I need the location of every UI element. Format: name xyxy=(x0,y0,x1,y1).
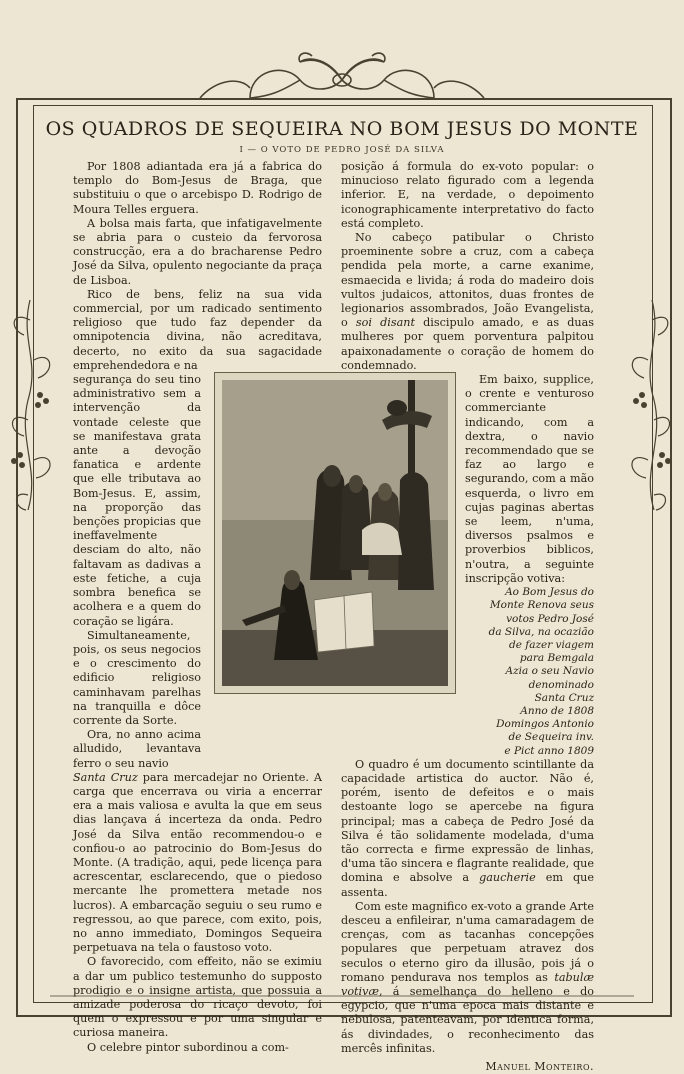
paragraph: Rico de bens, feliz na sua vida commercial, por um radicado sentimento religioso que tudo faz depender da omnipotencia divina, não acreditava, decerto, no exito da sua sagacidade emprehendedora e na xyxy=(73,287,322,372)
paragraph: A bolsa mais farta, que infatigavelmente se abria para o custeio da fervorosa construcção, era a do bracharense Pedro José da Silva, opulento negociante da praça de Lisboa. xyxy=(73,216,322,287)
inscription-line: Domingos Antonio xyxy=(496,718,594,731)
paragraph: No cabeço patibular o Christo proeminente sobre a cruz, com a cabeça pendida pela morte, a carne exanime, esmaecida e livida; á roda do madeiro dois vultos judaicos, attonitos, duas frontes de legionarios assombrados, João Evangelista, o soi disant discipulo amado, e as duas mulheres por quem porventura palpitou apaixonadamente o coração de homem do condemnado. xyxy=(341,231,595,372)
painting-frame xyxy=(214,372,456,694)
ship-name: Santa Cruz xyxy=(73,770,138,784)
article-title: OS QUADROS DE SEQUEIRA NO BOM JESUS DO MONTE xyxy=(45,118,639,140)
paragraph: Por 1808 adiantada era já a fabrica do templo do Bom-Jesus de Braga, que substituiu o que o arcebispo D. Rodrigo de Moura Telles erguera. xyxy=(73,160,322,216)
inscription-line: Azia o seu Navio xyxy=(505,665,594,678)
inscription-line: Santa Cruz xyxy=(534,691,594,704)
paragraph: Ora, no anno acima alludido, levantava ferro o seu navio xyxy=(73,728,201,770)
paragraph: Com este magnifico ex-voto a grande Arte desceu a enfileirar, n'uma camaradagem de crenças, com as tacanhas concepções populares que perpetuam atravez dos seculos o eterno giro da illusão, pois já o romano pendurava nos templos as tabulæ votivæ, á semelhança do helleno e do egypcio, que n'uma epoca mais distante e nebulosa, patenteavam, por identica forma, ás divindades, o reconhecimento das mercês infinitas. xyxy=(341,899,594,1055)
votive-inscription xyxy=(465,586,594,758)
paragraph: segurança do seu tino administrativo sem a intervenção da vontade celeste que se manifestava grata ante a devoção fanatica e ardente que elle tributava ao Bom-Jesus. E, assim, na proporção das benções propicias que ineffavelmente desciam do alto, não faltavam as dadivas a este fetiche, a cuja sombra benefica se acolhera e a quem do coração se ligára. xyxy=(73,373,201,628)
ex-voto-painting-icon xyxy=(222,380,448,686)
inscription-line: denominado xyxy=(528,678,594,691)
ribbon-ornament-icon xyxy=(200,53,484,98)
paragraph: Simultaneamente, pois, os seus negocios e o crescimento do edificio religioso caminhavam parelhas na tranquilla e dôce corrente da Sorte. xyxy=(73,628,201,727)
paragraph: posição á formula do ex-voto popular: o minucioso relato figurado com a legenda inferior. E, na verdade, o depoimento iconographicamente interpretativo do facto está completo. xyxy=(341,160,594,230)
article-subtitle: I — O VOTO DE PEDRO JOSÉ DA SILVA xyxy=(239,145,445,155)
author-signature: Manuel Monteiro. xyxy=(485,1060,594,1073)
inscription-line: da Silva, na ocazião xyxy=(488,625,594,638)
paragraph: O favorecido, com effeito, não se eximiu a dar um publico testemunho do supposto prodigio e o insigne artista, que possuia a amizade poderosa do ricaço devoto, foi quem o expressou e por uma singular e curiosa maneira. xyxy=(73,955,322,1040)
wrapped-text-block xyxy=(465,373,594,758)
inscription-line: e Pict anno 1809 xyxy=(504,744,594,757)
inscription-line: Ao Bom Jesus do xyxy=(505,586,594,599)
paragraph: Em baixo, supplice, o crente e venturoso commerciante indicando, com a dextra, o navio recommendado que se faz ao largo e segurando, com a mão esquerda, o livro em cujas paginas abertas se leem, n'uma, diversos psalmos e proverbios biblicos, n'outra, a seguinte inscripção votiva: xyxy=(465,373,594,585)
inscription-line: Monte Renova seus xyxy=(489,599,594,612)
painting-image xyxy=(222,380,448,686)
inscription-line: para Bemgala xyxy=(519,652,594,665)
inscription-line: votos Pedro José xyxy=(506,612,594,625)
inscription-line: de Sequeira inv. xyxy=(508,731,594,744)
inscription-line: de fazer viagem xyxy=(509,638,594,651)
paragraph: O quadro é um documento scintillante da capacidade artistica do auctor. Não é, porém, isento de defeitos e o mais destoante logo se apercebe na figura principal; mas a cabeça de Pedro José da Silva é tão solidamente modelada, d'uma tão correcta e firme expressão de linhas, d'uma tão sincera e flagrante realidade, que domina e absolve a gaucherie em que assenta. xyxy=(341,757,594,899)
wrapped-text-block xyxy=(73,373,201,771)
inscription-line: Anno de 1808 xyxy=(520,704,594,717)
paragraph-text: para mercadejar no Oriente. A carga que encerrava ou viria a encerrar era a mais valiosa e avulta la que em seus dias lançava á incerteza da onda. Pedro José da Silva então recommendou-o e confiou-o ao patrocinio do Bom-Jesus do Monte. (A tradição, aqui, pede licença para acrescentar, esclarecendo, que o piedoso mercante lhe promettera metade nos lucros). A embarcação seguiu o seu rumo e regressou, ao que parece, com exito, pois, no anno immediato, Domingos Sequeira perpetuava na tela o faustoso voto. xyxy=(73,770,322,955)
paragraph: O celebre pintor subordinou a com- xyxy=(87,1040,289,1054)
